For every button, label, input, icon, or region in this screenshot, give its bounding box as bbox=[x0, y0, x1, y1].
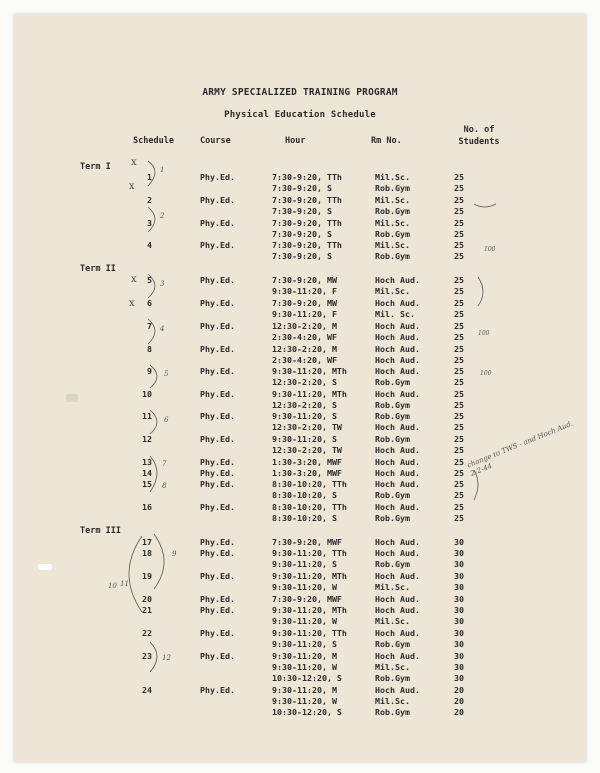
students-cell: 25 bbox=[454, 298, 464, 308]
students-cell: 25 bbox=[454, 172, 464, 182]
students-cell: 25 bbox=[454, 400, 464, 410]
header-room: Rm No. bbox=[371, 136, 402, 146]
hour-cell: 9:30-11:20, M bbox=[272, 685, 337, 695]
students-cell: 30 bbox=[454, 582, 464, 592]
room-cell: Rob.Gym bbox=[375, 513, 410, 523]
students-cell: 30 bbox=[454, 605, 464, 615]
hw-group-9: 9 bbox=[172, 550, 177, 558]
hour-cell: 9:30-11:20, MTh bbox=[272, 366, 347, 376]
room-cell: Rob.Gym bbox=[375, 434, 410, 444]
term-label-2: Term II bbox=[80, 264, 116, 274]
paper-hole bbox=[38, 564, 52, 570]
room-cell: Mil.Sc. bbox=[375, 696, 410, 706]
hour-cell: 12:30-2:20, M bbox=[272, 321, 337, 331]
document-page bbox=[14, 14, 586, 762]
hw-group-7: 7 bbox=[162, 460, 167, 468]
students-cell: 25 bbox=[454, 309, 464, 319]
term-label-3: Term III bbox=[80, 526, 121, 536]
check-mark-2: x bbox=[129, 181, 135, 192]
room-cell: Hoch Aud. bbox=[375, 502, 420, 512]
room-cell: Mil.Sc. bbox=[375, 195, 410, 205]
hour-cell: 9:30-11:20, MTh bbox=[272, 389, 347, 399]
students-cell: 30 bbox=[454, 628, 464, 638]
schedule-cell: 23 bbox=[142, 651, 152, 661]
hour-cell: 12:30-2:20, S bbox=[272, 400, 337, 410]
students-cell: 25 bbox=[454, 513, 464, 523]
students-cell: 20 bbox=[454, 696, 464, 706]
handwritten-brackets bbox=[14, 14, 586, 762]
check-mark-4: x bbox=[129, 298, 135, 309]
header-schedule: Schedule bbox=[133, 136, 174, 146]
room-cell: Hoch Aud. bbox=[375, 479, 420, 489]
students-cell: 25 bbox=[454, 502, 464, 512]
course-cell: Phy.Ed. bbox=[200, 685, 235, 695]
students-cell: 25 bbox=[454, 218, 464, 228]
hw-group-2: 2 bbox=[160, 212, 165, 220]
course-cell: Phy.Ed. bbox=[200, 605, 235, 615]
schedule-cell: 19 bbox=[142, 571, 152, 581]
hw-change-note: change to TWS - and Hoch Aud. 2-2-44 bbox=[466, 419, 575, 478]
room-cell: Mil.Sc. bbox=[375, 616, 410, 626]
paper-speck bbox=[66, 394, 78, 402]
room-cell: Rob.Gym bbox=[375, 490, 410, 500]
check-mark-1: x bbox=[131, 157, 137, 168]
hour-cell: 2:30-4:20, WF bbox=[272, 332, 337, 342]
room-cell: Mil.Sc. bbox=[375, 240, 410, 250]
hw-figure-2: 100 bbox=[478, 330, 490, 337]
hour-cell: 12:30-2:20, TW bbox=[272, 422, 342, 432]
hour-cell: 7:30-9:20, MW bbox=[272, 275, 337, 285]
hour-cell: 2:30-4:20, WF bbox=[272, 355, 337, 365]
room-cell: Hoch Aud. bbox=[375, 571, 420, 581]
hour-cell: 9:30-11:20, M bbox=[272, 651, 337, 661]
room-cell: Hoch Aud. bbox=[375, 445, 420, 455]
room-cell: Rob.Gym bbox=[375, 411, 410, 421]
hour-cell: 7:30-9:20, MWF bbox=[272, 594, 342, 604]
document-title: ARMY SPECIALIZED TRAINING PROGRAM bbox=[202, 87, 398, 98]
hour-cell: 7:30-9:20, S bbox=[272, 183, 332, 193]
schedule-cell: 10 bbox=[142, 389, 152, 399]
students-cell: 25 bbox=[454, 344, 464, 354]
room-cell: Hoch Aud. bbox=[375, 389, 420, 399]
hour-cell: 10:30-12:20, S bbox=[272, 673, 342, 683]
schedule-cell: 8 bbox=[147, 344, 152, 354]
course-cell: Phy.Ed. bbox=[200, 628, 235, 638]
room-cell: Hoch Aud. bbox=[375, 321, 420, 331]
hour-cell: 8:30-10:20, TTh bbox=[272, 502, 347, 512]
room-cell: Rob.Gym bbox=[375, 559, 410, 569]
students-cell: 20 bbox=[454, 685, 464, 695]
students-cell: 25 bbox=[454, 490, 464, 500]
schedule-cell: 6 bbox=[147, 298, 152, 308]
room-cell: Rob.Gym bbox=[375, 673, 410, 683]
hour-cell: 8:30-10:20, S bbox=[272, 490, 337, 500]
students-cell: 30 bbox=[454, 651, 464, 661]
course-cell: Phy.Ed. bbox=[200, 298, 235, 308]
students-cell: 30 bbox=[454, 662, 464, 672]
hw-group-8: 8 bbox=[162, 482, 167, 490]
hour-cell: 9:30-11:20, S bbox=[272, 434, 337, 444]
room-cell: Hoch Aud. bbox=[375, 651, 420, 661]
schedule-cell: 7 bbox=[147, 321, 152, 331]
room-cell: Hoch Aud. bbox=[375, 548, 420, 558]
students-cell: 30 bbox=[454, 537, 464, 547]
room-cell: Hoch Aud. bbox=[375, 605, 420, 615]
room-cell: Rob.Gym bbox=[375, 251, 410, 261]
students-cell: 25 bbox=[454, 355, 464, 365]
document-subtitle: Physical Education Schedule bbox=[224, 110, 376, 120]
students-cell: 25 bbox=[454, 422, 464, 432]
schedule-cell: 17 bbox=[142, 537, 152, 547]
hour-cell: 7:30-9:20, S bbox=[272, 251, 332, 261]
hour-cell: 7:30-9:20, TTh bbox=[272, 195, 342, 205]
room-cell: Hoch Aud. bbox=[375, 298, 420, 308]
course-cell: Phy.Ed. bbox=[200, 594, 235, 604]
schedule-cell: 13 bbox=[142, 457, 152, 467]
students-cell: 25 bbox=[454, 321, 464, 331]
students-cell: 25 bbox=[454, 206, 464, 216]
students-cell: 25 bbox=[454, 434, 464, 444]
course-cell: Phy.Ed. bbox=[200, 457, 235, 467]
hw-group-6: 6 bbox=[164, 416, 169, 424]
schedule-cell: 14 bbox=[142, 468, 152, 478]
course-cell: Phy.Ed. bbox=[200, 172, 235, 182]
students-cell: 30 bbox=[454, 594, 464, 604]
room-cell: Hoch Aud. bbox=[375, 275, 420, 285]
schedule-cell: 21 bbox=[142, 605, 152, 615]
course-cell: Phy.Ed. bbox=[200, 434, 235, 444]
hour-cell: 7:30-9:20, S bbox=[272, 206, 332, 216]
hour-cell: 1:30-3:20, MWF bbox=[272, 457, 342, 467]
students-cell: 30 bbox=[454, 616, 464, 626]
hw-group-10: 10 bbox=[108, 582, 117, 590]
schedule-cell: 1 bbox=[147, 172, 152, 182]
hour-cell: 9:30-11:20, MTh bbox=[272, 605, 347, 615]
room-cell: Hoch Aud. bbox=[375, 685, 420, 695]
students-cell: 25 bbox=[454, 389, 464, 399]
students-cell: 25 bbox=[454, 445, 464, 455]
students-cell: 25 bbox=[454, 240, 464, 250]
room-cell: Hoch Aud. bbox=[375, 355, 420, 365]
hour-cell: 8:30-10:20, S bbox=[272, 513, 337, 523]
students-cell: 30 bbox=[454, 571, 464, 581]
hw-figure-1: 100 bbox=[484, 246, 496, 253]
students-cell: 25 bbox=[454, 411, 464, 421]
room-cell: Hoch Aud. bbox=[375, 344, 420, 354]
schedule-cell: 15 bbox=[142, 479, 152, 489]
students-cell: 25 bbox=[454, 183, 464, 193]
students-cell: 30 bbox=[454, 673, 464, 683]
header-hour: Hour bbox=[285, 136, 306, 146]
term-label-1: Term I bbox=[80, 162, 111, 172]
course-cell: Phy.Ed. bbox=[200, 240, 235, 250]
course-cell: Phy.Ed. bbox=[200, 502, 235, 512]
hour-cell: 9:30-11:20, S bbox=[272, 411, 337, 421]
check-mark-3: x bbox=[131, 274, 137, 285]
header-students-line1: No. of bbox=[463, 125, 495, 135]
course-cell: Phy.Ed. bbox=[200, 571, 235, 581]
students-cell: 30 bbox=[454, 639, 464, 649]
course-cell: Phy.Ed. bbox=[200, 411, 235, 421]
hw-figure-3: 100 bbox=[480, 370, 492, 377]
hw-group-4: 4 bbox=[160, 325, 165, 333]
students-cell: 25 bbox=[454, 457, 464, 467]
room-cell: Mil. Sc. bbox=[375, 309, 415, 319]
schedule-cell: 20 bbox=[142, 594, 152, 604]
room-cell: Mil.Sc. bbox=[375, 286, 410, 296]
room-cell: Rob.Gym bbox=[375, 400, 410, 410]
students-cell: 25 bbox=[454, 479, 464, 489]
room-cell: Hoch Aud. bbox=[375, 628, 420, 638]
schedule-cell: 2 bbox=[147, 195, 152, 205]
students-cell: 25 bbox=[454, 229, 464, 239]
hour-cell: 10:30-12:20, S bbox=[272, 707, 342, 717]
header-course: Course bbox=[200, 136, 231, 146]
hour-cell: 9:30-11:20, F bbox=[272, 309, 337, 319]
students-cell: 30 bbox=[454, 548, 464, 558]
hw-group-1: 1 bbox=[160, 166, 165, 174]
course-cell: Phy.Ed. bbox=[200, 537, 235, 547]
hour-cell: 8:30-10:20, TTh bbox=[272, 479, 347, 489]
course-cell: Phy.Ed. bbox=[200, 218, 235, 228]
students-cell: 25 bbox=[454, 468, 464, 478]
hour-cell: 9:30-11:20, W bbox=[272, 582, 337, 592]
students-cell: 25 bbox=[454, 195, 464, 205]
schedule-cell: 22 bbox=[142, 628, 152, 638]
course-cell: Phy.Ed. bbox=[200, 321, 235, 331]
hw-group-3: 3 bbox=[160, 280, 165, 288]
hour-cell: 12:30-2:20, TW bbox=[272, 445, 342, 455]
students-cell: 30 bbox=[454, 559, 464, 569]
room-cell: Rob.Gym bbox=[375, 183, 410, 193]
students-cell: 25 bbox=[454, 251, 464, 261]
hw-group-5: 5 bbox=[164, 370, 169, 378]
schedule-cell: 24 bbox=[142, 685, 152, 695]
hour-cell: 7:30-9:20, TTh bbox=[272, 218, 342, 228]
course-cell: Phy.Ed. bbox=[200, 651, 235, 661]
hour-cell: 9:30-11:20, TTh bbox=[272, 628, 347, 638]
room-cell: Mil.Sc. bbox=[375, 582, 410, 592]
hour-cell: 12:30-2:20, M bbox=[272, 344, 337, 354]
room-cell: Hoch Aud. bbox=[375, 422, 420, 432]
hour-cell: 7:30-9:20, S bbox=[272, 229, 332, 239]
hour-cell: 9:30-11:20, W bbox=[272, 696, 337, 706]
hour-cell: 12:30-2:20, S bbox=[272, 377, 337, 387]
students-cell: 20 bbox=[454, 707, 464, 717]
course-cell: Phy.Ed. bbox=[200, 275, 235, 285]
room-cell: Rob.Gym bbox=[375, 377, 410, 387]
room-cell: Hoch Aud. bbox=[375, 332, 420, 342]
room-cell: Hoch Aud. bbox=[375, 537, 420, 547]
course-cell: Phy.Ed. bbox=[200, 195, 235, 205]
schedule-cell: 9 bbox=[147, 366, 152, 376]
room-cell: Hoch Aud. bbox=[375, 594, 420, 604]
hour-cell: 1:30-3:20, MWF bbox=[272, 468, 342, 478]
room-cell: Rob.Gym bbox=[375, 707, 410, 717]
course-cell: Phy.Ed. bbox=[200, 366, 235, 376]
schedule-cell: 12 bbox=[142, 434, 152, 444]
schedule-cell: 18 bbox=[142, 548, 152, 558]
course-cell: Phy.Ed. bbox=[200, 479, 235, 489]
students-cell: 25 bbox=[454, 377, 464, 387]
schedule-cell: 5 bbox=[147, 275, 152, 285]
hw-group-11: 11 bbox=[120, 580, 129, 588]
hw-group-12: 12 bbox=[162, 654, 171, 662]
course-cell: Phy.Ed. bbox=[200, 344, 235, 354]
room-cell: Rob.Gym bbox=[375, 206, 410, 216]
hour-cell: 7:30-9:20, MWF bbox=[272, 537, 342, 547]
room-cell: Mil.Sc. bbox=[375, 172, 410, 182]
hour-cell: 7:30-9:20, TTh bbox=[272, 172, 342, 182]
students-cell: 25 bbox=[454, 286, 464, 296]
hour-cell: 9:30-11:20, W bbox=[272, 616, 337, 626]
hour-cell: 9:30-11:20, S bbox=[272, 639, 337, 649]
students-cell: 25 bbox=[454, 275, 464, 285]
hour-cell: 7:30-9:20, TTh bbox=[272, 240, 342, 250]
course-cell: Phy.Ed. bbox=[200, 468, 235, 478]
hour-cell: 7:30-9:20, MW bbox=[272, 298, 337, 308]
schedule-cell: 11 bbox=[142, 411, 152, 421]
room-cell: Rob.Gym bbox=[375, 229, 410, 239]
schedule-cell: 4 bbox=[147, 240, 152, 250]
hour-cell: 9:30-11:20, MTh bbox=[272, 571, 347, 581]
room-cell: Mil.Sc. bbox=[375, 662, 410, 672]
hour-cell: 9:30-11:20, F bbox=[272, 286, 337, 296]
hour-cell: 9:30-11:20, TTh bbox=[272, 548, 347, 558]
students-cell: 25 bbox=[454, 332, 464, 342]
students-cell: 25 bbox=[454, 366, 464, 376]
schedule-cell: 16 bbox=[142, 502, 152, 512]
room-cell: Hoch Aud. bbox=[375, 468, 420, 478]
course-cell: Phy.Ed. bbox=[200, 548, 235, 558]
room-cell: Hoch Aud. bbox=[375, 366, 420, 376]
schedule-cell: 3 bbox=[147, 218, 152, 228]
hour-cell: 9:30-11:20, S bbox=[272, 559, 337, 569]
room-cell: Mil.Sc. bbox=[375, 218, 410, 228]
room-cell: Rob.Gym bbox=[375, 639, 410, 649]
header-students-line2: Students bbox=[458, 137, 500, 147]
room-cell: Hoch Aud. bbox=[375, 457, 420, 467]
hour-cell: 9:30-11:20, W bbox=[272, 662, 337, 672]
course-cell: Phy.Ed. bbox=[200, 389, 235, 399]
